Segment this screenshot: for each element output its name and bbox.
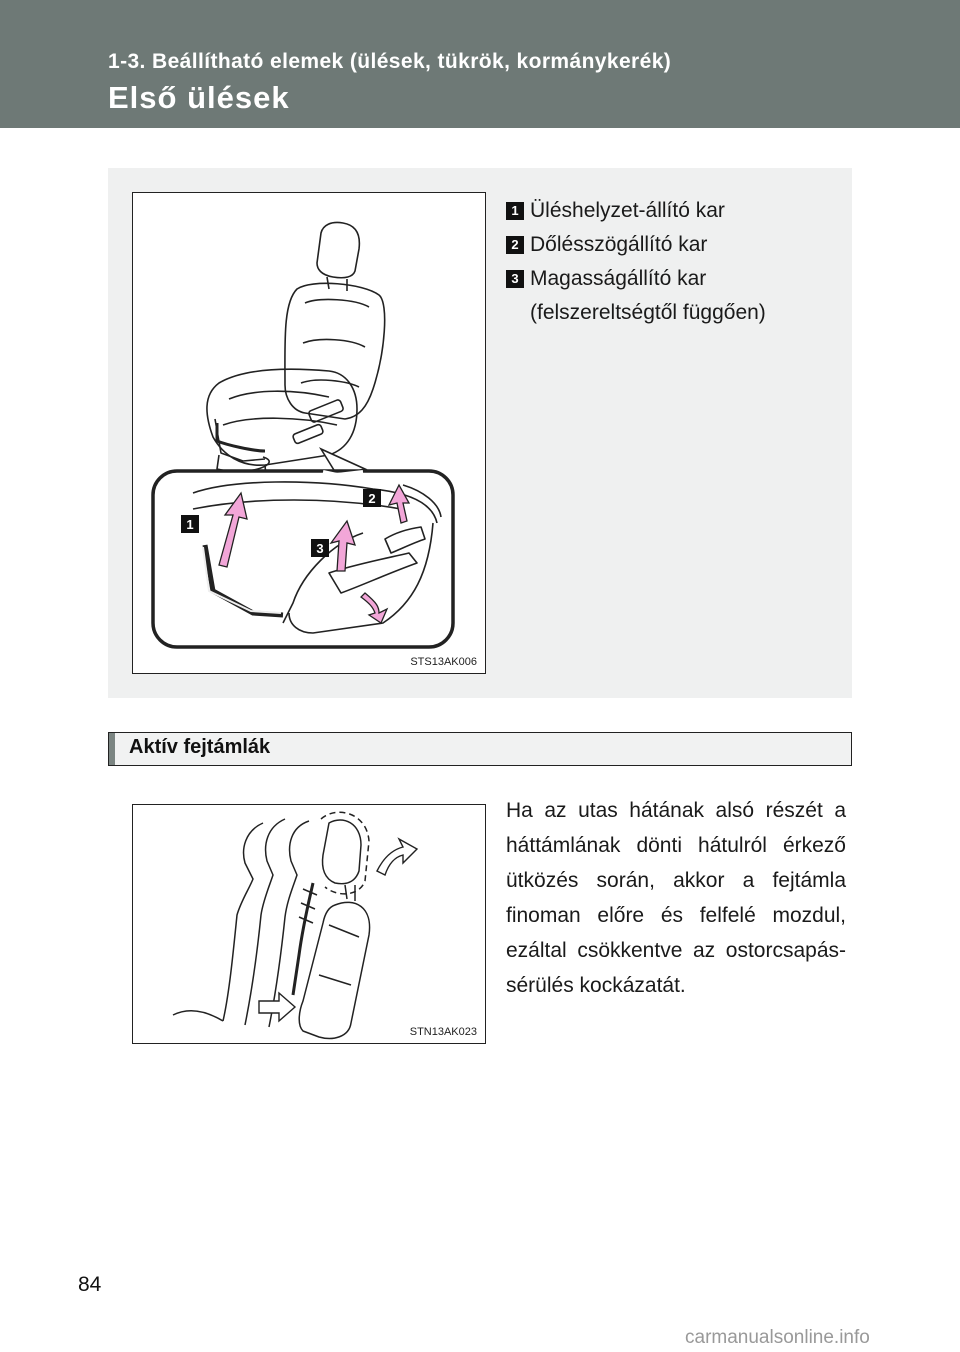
callout-3: 3	[316, 541, 324, 556]
legend-item	[506, 194, 826, 228]
legend-text: Dőlésszögállító kar	[530, 233, 708, 256]
subsection-accent-bar	[109, 733, 115, 765]
seat-illustration	[132, 192, 486, 674]
subsection-title: Aktív fejtámlák	[129, 736, 271, 758]
legend-text: Üléshelyzet-állító kar	[530, 199, 725, 222]
page-title: Első ülések	[108, 80, 290, 115]
active-headrest-illustration	[132, 804, 486, 1044]
watermark: carmanualsonline.info	[685, 1327, 870, 1348]
chapter-header	[0, 0, 960, 128]
subsection-heading	[108, 732, 852, 766]
legend-text: Magasságállító kar (felszereltségtől függően)	[530, 267, 766, 324]
legend-item	[506, 228, 826, 262]
legend-number: 2	[506, 236, 524, 254]
legend-number: 1	[506, 202, 524, 220]
legend-number: 3	[506, 270, 524, 288]
page-number: 84	[78, 1273, 102, 1296]
legend-item	[506, 262, 826, 330]
body-paragraph: Ha az utas hátának alsó részét a háttámlának dönti hátulról érkező ütközés során, akkor a fejtámla finoman előre és felfelé mozdul, ezáltal csökkentve az ostorcsapás-sérülés kockázatát.	[506, 799, 846, 997]
figure-code: STS13AK006	[410, 656, 477, 668]
figure-code: STN13AK023	[409, 1026, 477, 1038]
callout-2: 2	[368, 491, 376, 506]
legend	[506, 194, 826, 330]
callout-1: 1	[186, 517, 194, 532]
section-title: 1-3. Beállítható elemek (ülések, tükrök, kormánykerék)	[108, 50, 672, 73]
